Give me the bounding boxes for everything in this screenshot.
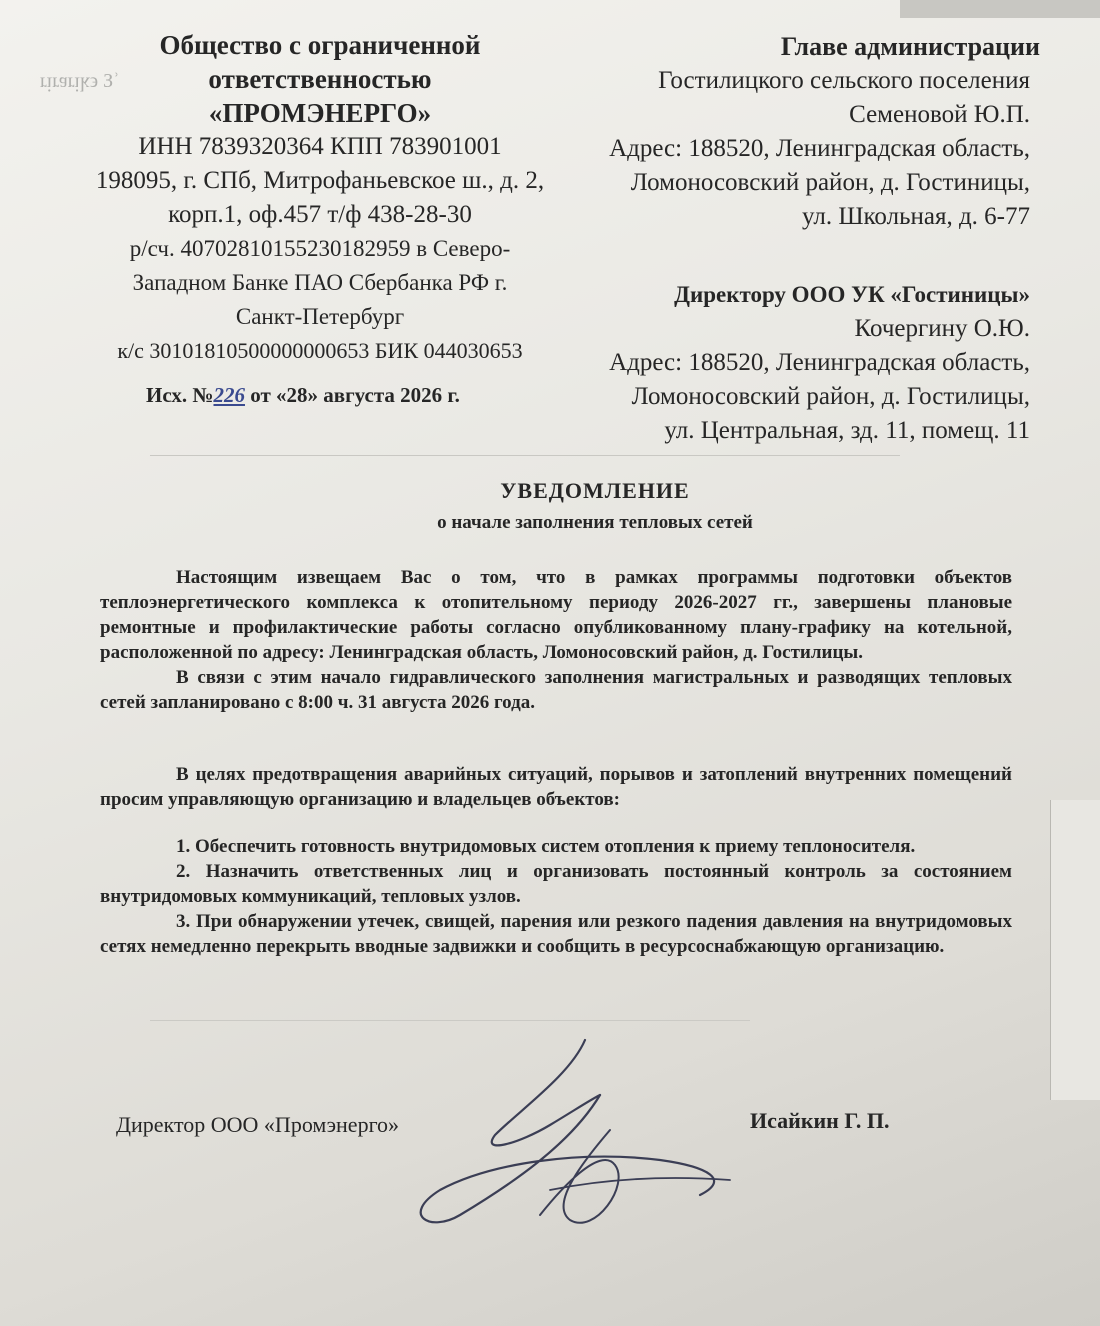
- recipient1-line: Ломоносовский район, д. Гостиницы,: [630, 169, 1030, 196]
- reference-date: от «28» августа 2026 г.: [250, 383, 460, 407]
- document-title: УВЕДОМЛЕНИЕ: [500, 478, 690, 503]
- body-paragraph: В связи с этим начало гидравлического заполнения магистральных и разводящих тепловых сетей запланировано с 8:00 ч. 31 августа 2026 года.: [100, 667, 1012, 713]
- sender-line: 198095, г. СПб, Митрофаньевское ш., д. 2,: [95, 167, 545, 194]
- body-section: [100, 762, 1012, 812]
- bleed-through-line: [150, 455, 900, 456]
- recipient1-line: ул. Школьная, д. 6-77: [801, 203, 1030, 230]
- sender-line: ИНН 7839320364 КПП 783901001: [138, 133, 502, 160]
- recipient1-line: Семеновой Ю.П.: [849, 101, 1030, 128]
- recipient1-line: Главе администрации: [780, 32, 1040, 61]
- underlying-page-edge: [1050, 800, 1100, 1100]
- recipients-block: [609, 30, 1040, 448]
- list-item: 2. Назначить ответственных лиц и организовать постоянный контроль за состоянием внутридомовых коммуникаций, тепловых узлов.: [100, 861, 1012, 907]
- sender-line: р/сч. 40702810155230182959 в Северо-: [129, 236, 511, 261]
- sender-line: Западном Банке ПАО Сбербанка РФ г.: [132, 270, 508, 295]
- body-paragraph: В целях предотвращения аварийных ситуаций, порывов и затоплений внутренних помещений просим управляющую организацию и владельцев объектов:: [100, 764, 1012, 810]
- sender-line: к/с 30101810500000000653 БИК 044030653: [117, 338, 523, 363]
- sender-line: Общество с ограниченной: [159, 30, 481, 60]
- list-item: 1. Обеспечить готовность внутридомовых систем отопления к приему теплоносителя.: [176, 836, 916, 857]
- reference-number: 226: [213, 383, 245, 407]
- bleed-through-text: ʿ᠎Ɛ ϵʞᴉɹɐɹᴉɹ: [40, 70, 120, 92]
- request-list: [100, 834, 1012, 959]
- recipient2-line: Ломоносовский район, д. Гостилицы,: [631, 383, 1030, 410]
- sender-line: «ПРОМЭНЕРГО»: [208, 98, 432, 128]
- document-subtitle: о начале заполнения тепловых сетей: [437, 512, 753, 533]
- body-paragraph: Настоящим извещаем Вас о том, что в рамках программы подготовки объектов теплоэнергетического комплекса к отопительному периоду 2026-2027 гг., завершены плановые ремонтные и профилактические работы согласно опубликованному плану-графику на котельной, расположенной по адресу: Ленинградская область, Ломоносовский район, д. Гостилицы.: [100, 567, 1012, 663]
- sender-line: Санкт-Петербург: [235, 304, 405, 329]
- recipient1-line: Адрес: 188520, Ленинградская область,: [609, 135, 1030, 162]
- recipient2-line: ул. Центральная, зд. 11, помещ. 11: [664, 417, 1030, 444]
- recipient2-line: Кочергину О.Ю.: [854, 315, 1030, 342]
- reference-prefix: Исх. №: [146, 383, 214, 407]
- recipient2-line: Адрес: 188520, Ленинградская область,: [609, 349, 1030, 376]
- body-section: [100, 565, 1012, 715]
- sender-line: ответственностью: [208, 64, 432, 94]
- handwritten-signature: [400, 1015, 760, 1245]
- list-item: 3. При обнаружении утечек, свищей, парения или резкого падения давления на внутридомовых сетях немедленно перекрыть вводные задвижки и сообщить в ресурсоснабжающую организацию.: [100, 911, 1012, 957]
- top-edge-shadow: [900, 0, 1100, 18]
- recipient2-line: Директору ООО УК «Гостиницы»: [674, 282, 1030, 307]
- signatory-name: Исайкин Г. П.: [750, 1108, 890, 1133]
- recipient1-line: Гостилицкого сельского поселения: [658, 67, 1030, 94]
- outgoing-reference: [146, 383, 460, 408]
- sender-block: [80, 28, 560, 368]
- sender-line: корп.1, оф.457 т/ф 438-28-30: [168, 201, 472, 228]
- signatory-position: Директор ООО «Промэнерго»: [116, 1112, 400, 1137]
